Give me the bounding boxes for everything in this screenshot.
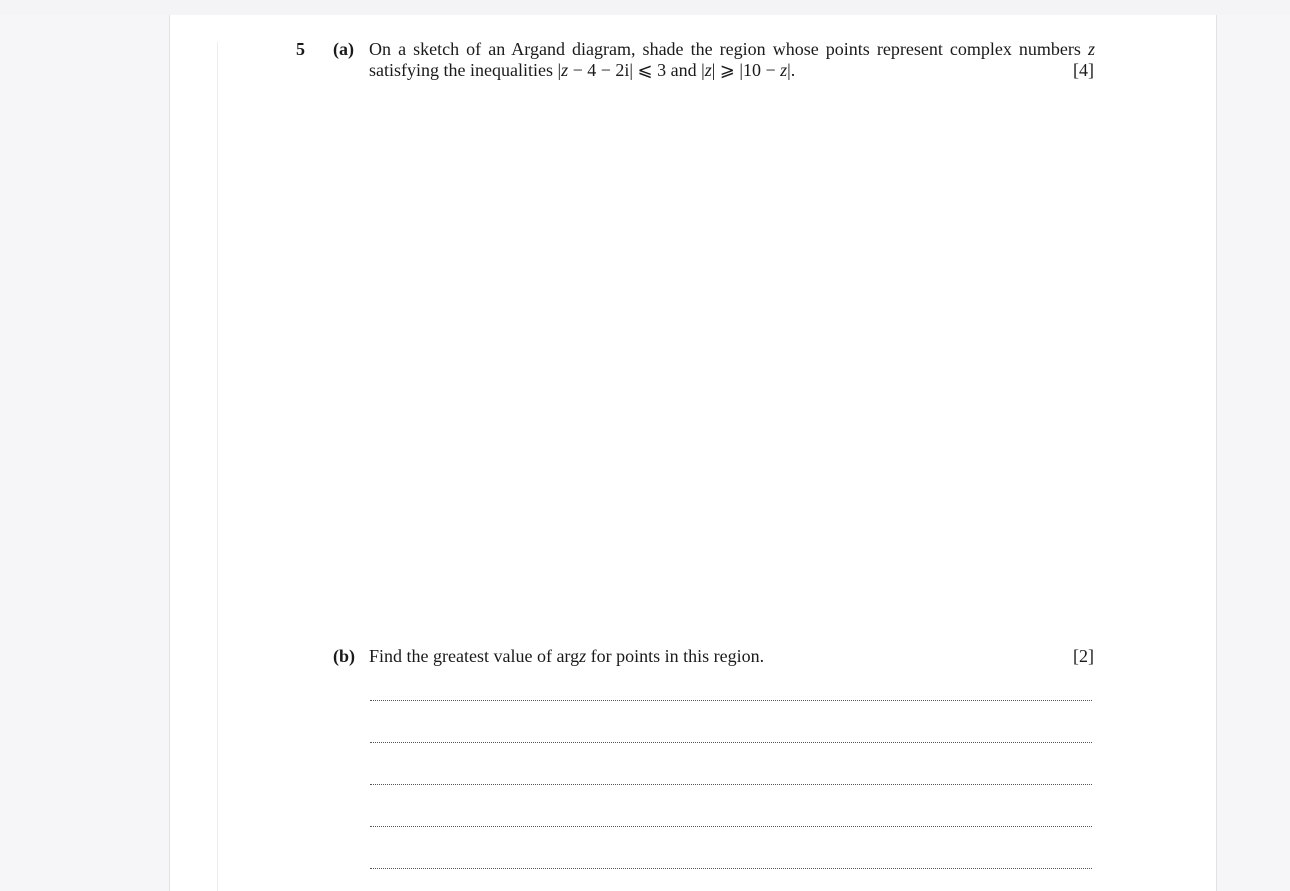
viewer-top-strip — [0, 0, 1290, 15]
part-a-line-1 — [369, 39, 1095, 60]
part-a-line-2-z3: z — [780, 60, 788, 80]
answer-line-4[interactable] — [370, 826, 1092, 827]
part-a-line-1-text: On a sketch of an Argand diagram, shade the region whose points represent complex numbers — [369, 39, 1081, 59]
answer-line-1[interactable] — [370, 700, 1092, 701]
answer-line-3[interactable] — [370, 784, 1092, 785]
part-a-line-2-z1: z — [561, 60, 569, 80]
part-a-line-2-end: |. — [787, 60, 796, 80]
part-a-line-2-mid2: | ⩾ |10 − — [711, 60, 781, 80]
sketch-answer-space[interactable] — [369, 95, 1095, 625]
part-a-line-1-var: z — [1088, 39, 1096, 59]
part-a-line-2-z2: z — [704, 60, 712, 80]
part-b-question — [369, 646, 764, 667]
part-b-text-var: z — [579, 646, 587, 666]
answer-line-5[interactable] — [370, 868, 1092, 869]
part-a-label: (a) — [333, 39, 354, 59]
part-a-line-2-pre: satisfying the inequalities | — [369, 60, 562, 80]
part-b-label: (b) — [333, 646, 355, 666]
question-number: 5 — [296, 39, 305, 59]
exam-page — [169, 15, 1217, 891]
part-b-marks: [2] — [1073, 646, 1094, 666]
part-b-text-pre: Find the greatest value of arg — [369, 646, 580, 666]
margin-rule — [217, 42, 218, 891]
answer-line-2[interactable] — [370, 742, 1092, 743]
part-a-marks: [4] — [1073, 60, 1094, 80]
part-b-text-post: for points in this region. — [586, 646, 765, 666]
part-a-line-2-mid1: − 4 − 2i| ⩽ 3 and | — [568, 60, 705, 80]
part-a-line-2 — [369, 60, 795, 81]
